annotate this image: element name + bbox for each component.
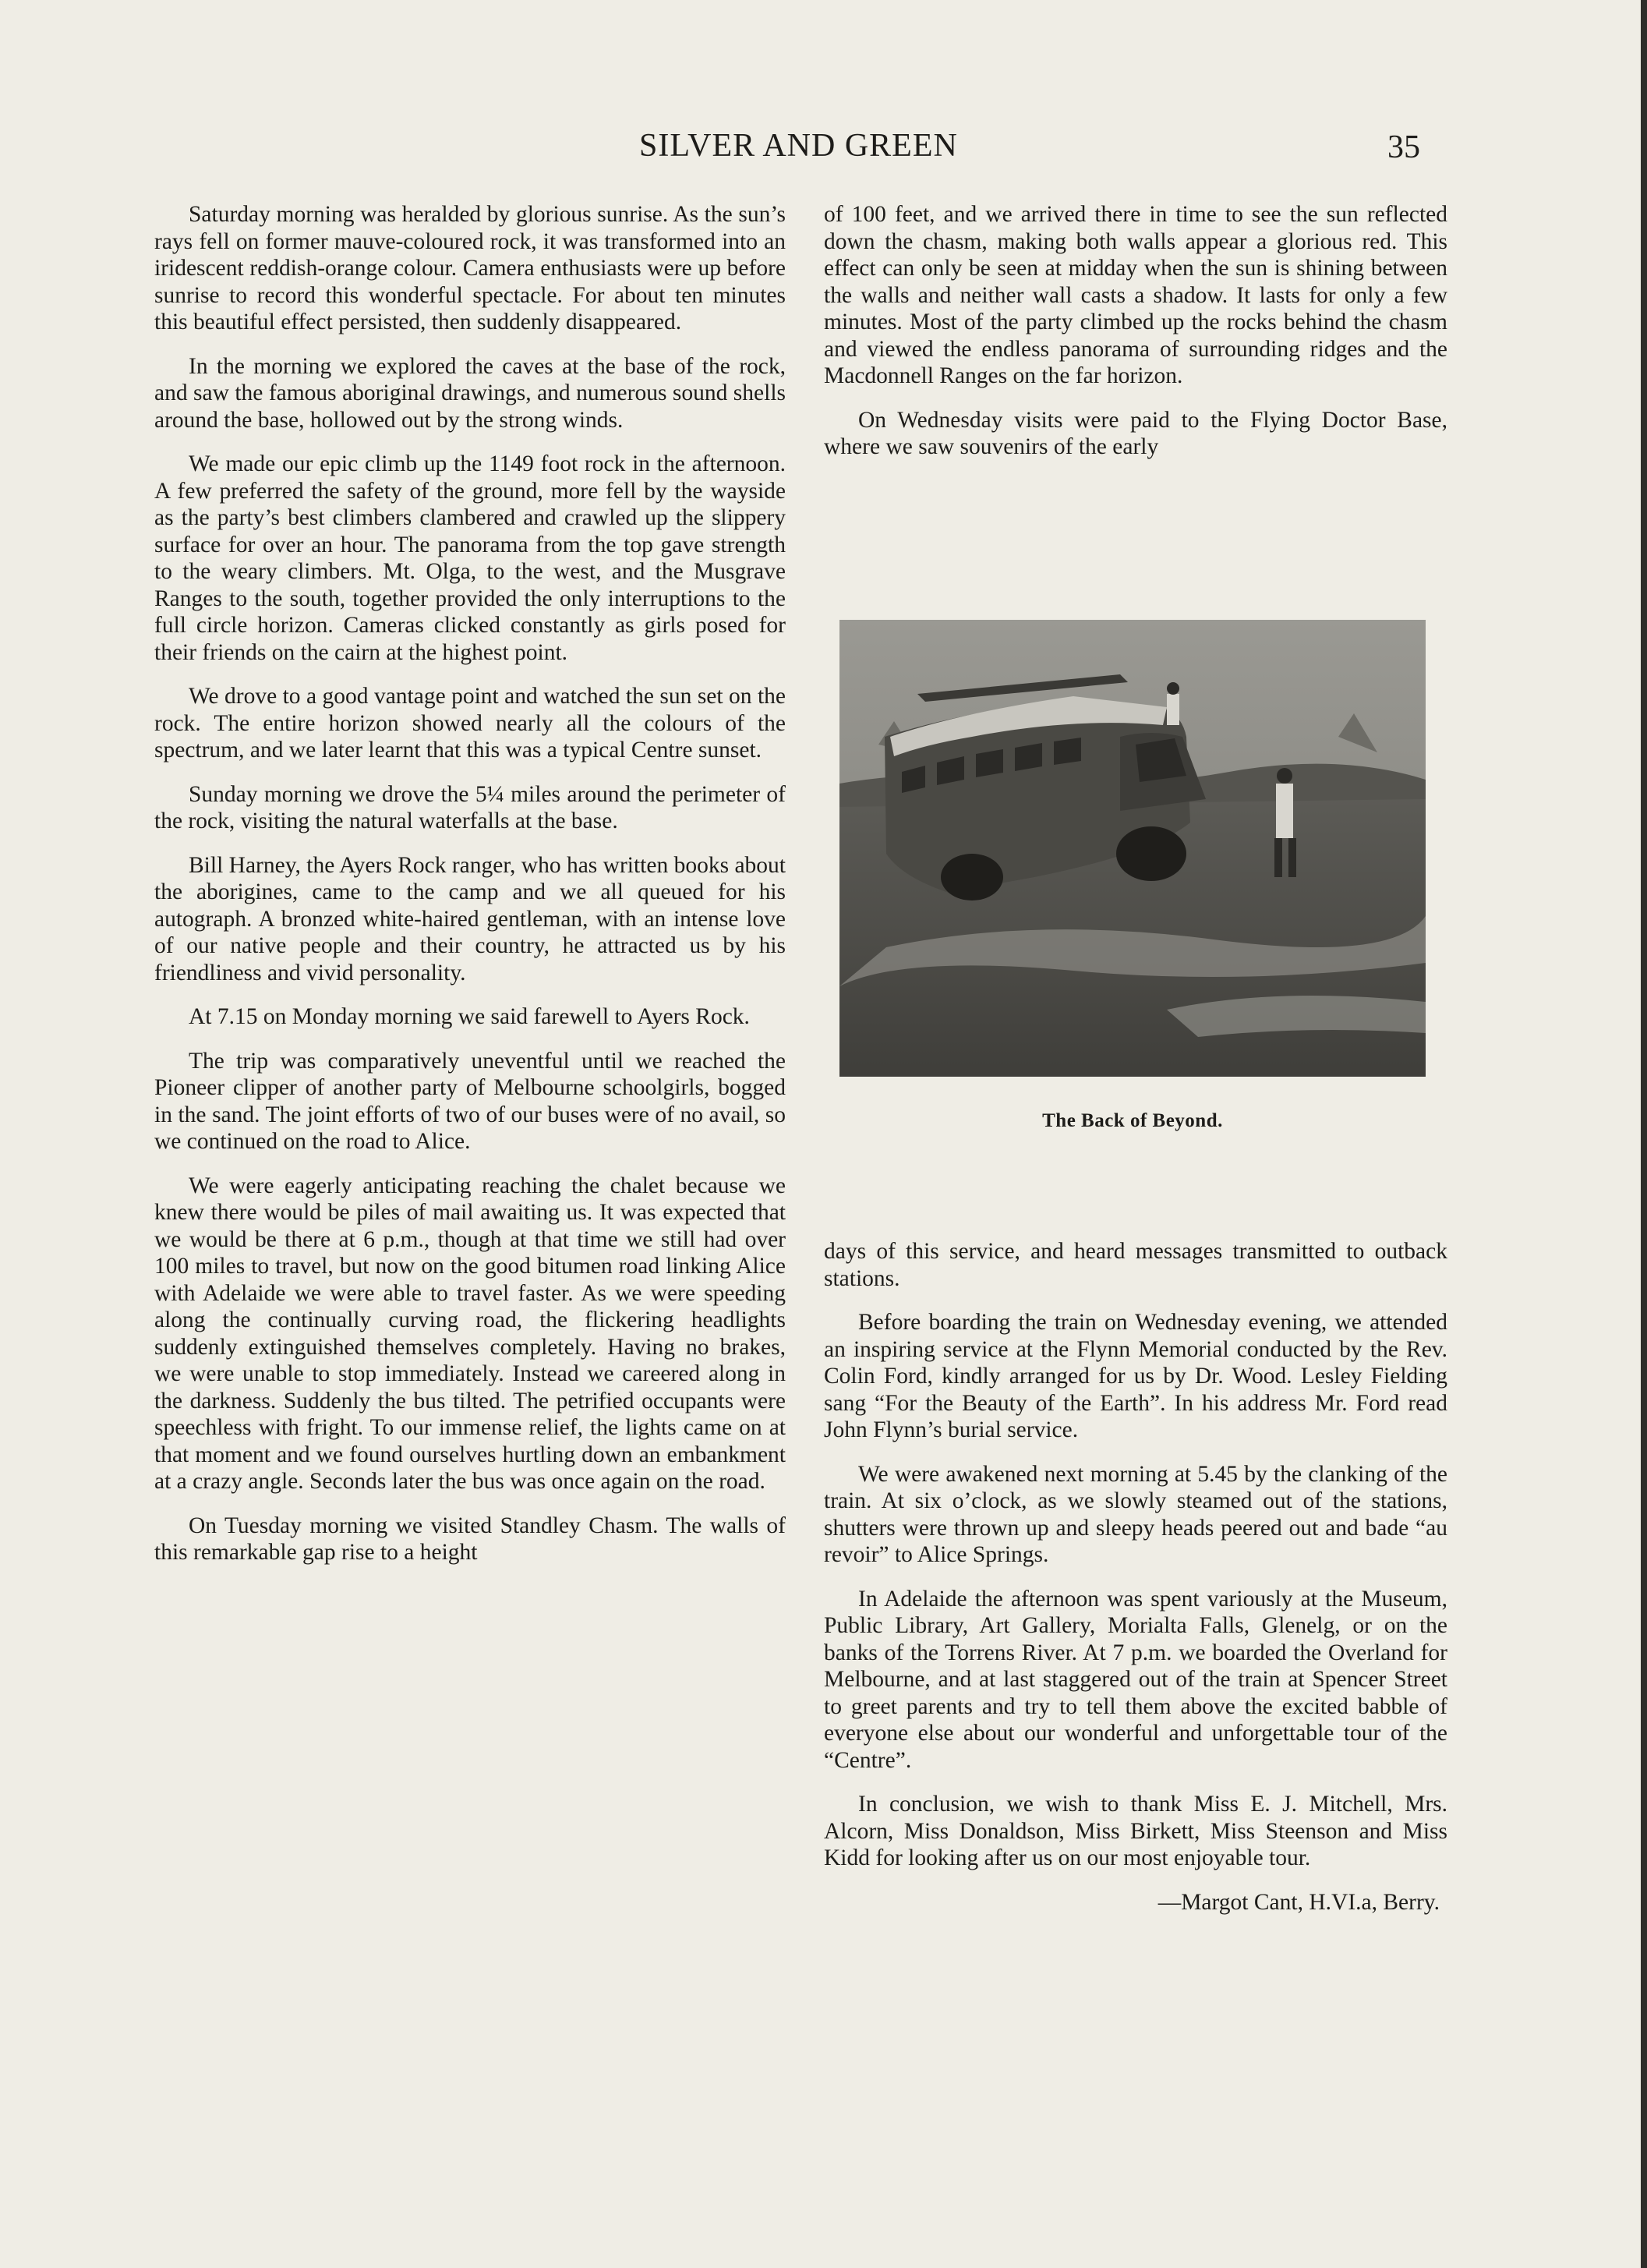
left-column [154,201,786,1583]
paragraph: At 7.15 on Monday morning we said farewell to Ayers Rock. [189,1004,750,1029]
paragraph: In the morning we explored the caves at the base of the rock, and saw the famous aboriginal drawings, and numerous sound shells around the base, hollowed out by the strong winds. [154,353,786,433]
paragraph: Bill Harney, the Ayers Rock ranger, who has written books about the aborigines, came to the camp and we all queued for his autograph. A bronzed white-haired gentleman, with an intense love of our native people and their country, he attracted us by his friendliness and vivid personality. [154,852,786,985]
paragraph: On Tuesday morning we visited Standley Chasm. The walls of this remarkable gap rise to a height [154,1513,786,1565]
paragraph: The trip was comparatively uneventful until we reached the Pioneer clipper of another party of Melbourne schoolgirls, bogged in the sand. The joint efforts of two of our buses were of no avail, so we continued on the road to Alice. [154,1048,786,1154]
paragraph: of 100 feet, and we arrived there in time to see the sun reflected down the chasm, making both walls appear a glorious red. This effect can only be seen at midday when the sun is shining between the walls and neither wall casts a shadow. It lasts for only a few minutes. Most of the party climbed up the rocks behind the chasm and viewed the endless panorama of surrounding ridges and the Macdonnell Ranges on the far horizon. [824,202,1447,388]
page-number: 35 [1387,129,1420,165]
bus-bogged-in-mud-image [839,620,1426,1077]
paragraph: Before boarding the train on Wednesday evening, we attended an inspiring service at the Flynn Memorial conducted by the Rev. Colin Ford, kindly arranged for us by Dr. Wood. Lesley Fielding sang “For the Beauty of the Earth”. In his address Mr. Ford read John Flynn’s burial service. [824,1310,1447,1442]
paragraph: In conclusion, we wish to thank Miss E. J. Mitchell, Mrs. Alcorn, Miss Donaldson, Miss Birkett, Miss Steenson and Miss Kidd for looking after us on our most enjoyable tour. [824,1792,1447,1870]
photo-caption: The Back of Beyond. [1042,1110,1223,1131]
paragraph: Saturday morning was heralded by glorious sunrise. As the sun’s rays fell on former mauve-coloured rock, it was transformed into an iridescent reddish-orange colour. Camera enthusiasts were up before sunrise to record this wonderful spectacle. For about ten minutes this beautiful effect persisted, then suddenly disappeared. [154,202,786,334]
right-column-bottom [824,1238,1447,1916]
paragraph: days of this service, and heard messages transmitted to outback stations. [824,1239,1447,1291]
paragraph: Sunday morning we drove the 5¼ miles around the perimeter of the rock, visiting the natural waterfalls at the base. [154,781,786,833]
paragraph: On Wednesday visits were paid to the Flying Doctor Base, where we saw souvenirs of the early [824,407,1447,459]
paragraph: We were awakened next morning at 5.45 by the clanking of the train. At six o’clock, as we slowly steamed out of the stations, shutters were thrown up and sleepy heads peered out and bade “au revoir” to Alice Springs. [824,1461,1447,1567]
right-column-top [824,201,1447,478]
paragraph: We drove to a good vantage point and watched the sun set on the rock. The entire horizon showed nearly all the colours of the spectrum, and we later learnt that this was a typical Centre sunset. [154,684,786,762]
paragraph: We made our epic climb up the 1149 foot rock in the afternoon. A few preferred the safety of the ground, more fell by the wayside as the party’s best climbers clambered and crawled up the slippery surface for over an hour. The panorama from the top gave strength to the weary climbers. Mt. Olga, to the west, and the Musgrave Ranges to the south, together provided the only interruptions to the full circle horizon. Cameras clicked constantly as girls posed for their friends on the cairn at the highest point. [154,451,786,665]
page-edge-shadow [1641,0,1647,2268]
paragraph: In Adelaide the afternoon was spent variously at the Museum, Public Library, Art Gallery, Morialta Falls, Glenelg, or on the banks of the Torrens River. At 7 p.m. we boarded the Overland for Melbourne, and at last staggered out of the train at Spencer Street to greet parents and try to tell them above the excited babble of everyone else about our wonderful and unforgettable tour of the “Centre”. [824,1586,1447,1773]
paragraph: We were eagerly anticipating reaching the chalet because we knew there would be piles of mail awaiting us. It was expected that we would be there at 6 p.m., though at that time we still had over 100 miles to travel, but now on the good bitumen road linking Alice with Adelaide we were able to travel faster. As we were speeding along the continually curving road, the flickering headlights suddenly extinguished themselves completely. Having no brakes, we were unable to stop immediately. Instead we careered along in the darkness. Suddenly the bus tilted. The petrified occupants were speechless with fright. To our immense relief, the lights came on at that moment and we found ourselves hurtling down an embankment at a crazy angle. Seconds later the bus was once again on the road. [154,1173,786,1494]
bus-photo [839,620,1426,1077]
running-head-title: SILVER AND GREEN [639,128,958,164]
author-signature: —Margot Cant, H.VI.a, Berry. [1157,1889,1440,1915]
